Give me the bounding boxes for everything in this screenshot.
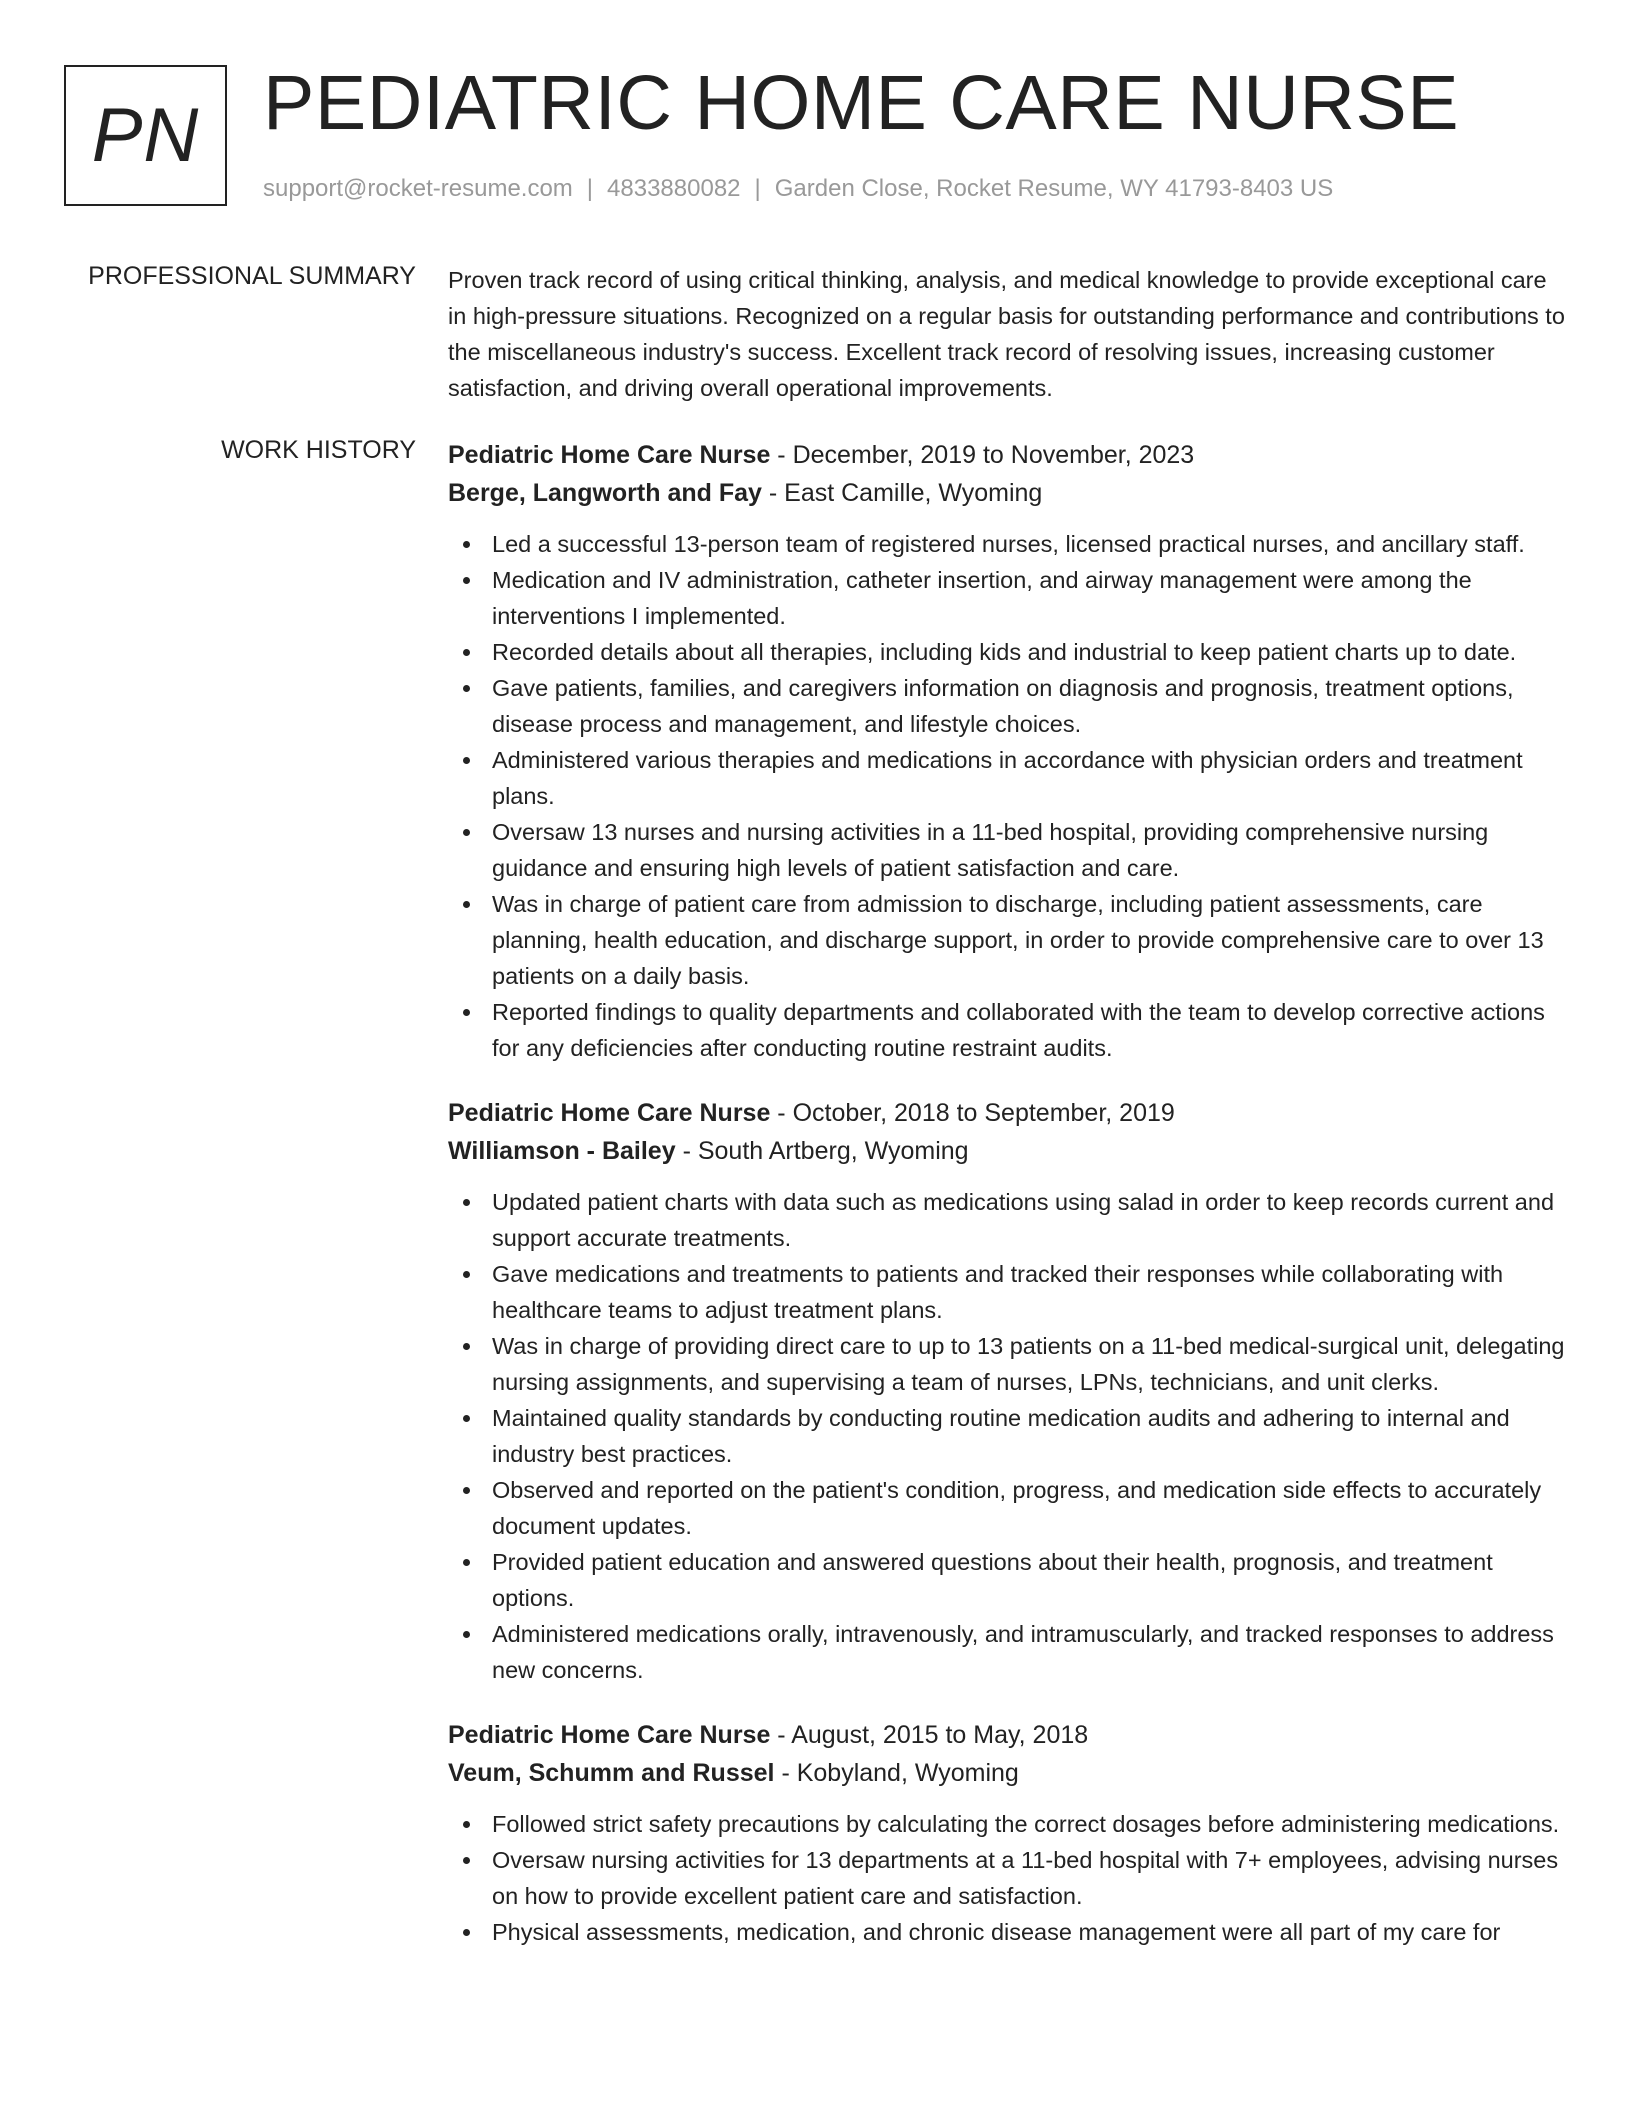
bullet-item: [448, 1256, 1568, 1328]
job-company-line: [448, 1754, 1568, 1792]
bullet-text: Oversaw nursing activities for 13 departments at a 11-bed hospital with 7+ employees, advising nurses on how to provide excellent patient care and satisfaction.: [492, 1847, 1559, 1909]
contact-email: support@rocket-resume.com: [263, 175, 573, 202]
bullet-dot-icon: [463, 1343, 470, 1350]
bullet-text: Observed and reported on the patient's condition, progress, and medication side effects to accurately document updates.: [492, 1477, 1542, 1539]
bullet-text: Reported findings to quality departments and collaborated with the team to develop corrective actions for any deficiencies after conducting routine restraint audits.: [492, 999, 1545, 1061]
bullet-dot-icon: [463, 1929, 470, 1936]
job-dates: - October, 2018 to September, 2019: [770, 1099, 1175, 1127]
bullet-text: Maintained quality standards by conducting routine medication audits and adhering to internal and industry best practices.: [492, 1405, 1510, 1467]
bullet-dot-icon: [463, 541, 470, 548]
bullet-text: Updated patient charts with data such as medications using salad in order to keep records current and support accurate treatments.: [492, 1189, 1555, 1251]
job-dates: - August, 2015 to May, 2018: [770, 1721, 1089, 1749]
resume-title: PEDIATRIC HOME CARE NURSE: [263, 60, 1460, 146]
summary-body: [448, 262, 1568, 406]
job-company: Veum, Schumm and Russel: [448, 1759, 775, 1787]
bullet-dot-icon: [463, 1631, 470, 1638]
bullet-text: Led a successful 13-person team of registered nurses, licensed practical nurses, and ancillary staff.: [492, 531, 1525, 557]
bullet-item: [448, 1544, 1568, 1616]
bullet-item: [448, 1616, 1568, 1688]
contact-line: [263, 175, 1333, 203]
bullet-item: [448, 634, 1568, 670]
bullet-item: [448, 670, 1568, 742]
bullet-dot-icon: [463, 685, 470, 692]
job-company: Berge, Langworth and Fay: [448, 479, 762, 507]
job-entry: [448, 436, 1568, 1066]
job-dates: - December, 2019 to November, 2023: [770, 441, 1195, 469]
bullet-dot-icon: [463, 1487, 470, 1494]
job-bullets: [448, 1806, 1568, 1950]
bullet-text: Medication and IV administration, catheter insertion, and airway management were among the interventions I implemented.: [492, 567, 1472, 629]
job-title: Pediatric Home Care Nurse: [448, 1721, 771, 1749]
resume-header: [64, 60, 1584, 210]
monogram-logo: PN: [64, 65, 227, 206]
bullet-dot-icon: [463, 901, 470, 908]
job-bullets: [448, 1184, 1568, 1688]
bullet-text: Physical assessments, medication, and chronic disease management were all part of my care for: [492, 1919, 1501, 1945]
bullet-item: [448, 1914, 1568, 1950]
bullet-item: [448, 886, 1568, 994]
bullet-item: [448, 742, 1568, 814]
bullet-item: [448, 1806, 1568, 1842]
bullet-dot-icon: [463, 1009, 470, 1016]
bullet-dot-icon: [463, 1559, 470, 1566]
bullet-item: [448, 1400, 1568, 1472]
job-company: Williamson - Bailey: [448, 1137, 676, 1165]
bullet-text: Gave medications and treatments to patients and tracked their responses while collaborating with healthcare teams to adjust treatment plans.: [492, 1261, 1504, 1323]
job-entry: [448, 1094, 1568, 1688]
bullet-item: [448, 814, 1568, 886]
job-title: Pediatric Home Care Nurse: [448, 1099, 771, 1127]
bullet-dot-icon: [463, 1415, 470, 1422]
bullet-text: Administered medications orally, intravenously, and intramuscularly, and tracked responses to address new concerns.: [492, 1621, 1554, 1683]
job-bullets: [448, 526, 1568, 1066]
job-location: - East Camille, Wyoming: [761, 479, 1043, 507]
contact-separator: |: [754, 175, 761, 202]
bullet-dot-icon: [463, 1271, 470, 1278]
bullet-dot-icon: [463, 757, 470, 764]
bullet-text: Followed strict safety precautions by calculating the correct dosages before administering medications.: [492, 1811, 1560, 1837]
bullet-dot-icon: [463, 1857, 470, 1864]
job-location: - South Artberg, Wyoming: [675, 1137, 969, 1165]
bullet-dot-icon: [463, 577, 470, 584]
work-history-body: [448, 436, 1568, 1978]
bullet-item: [448, 1842, 1568, 1914]
bullet-text: Administered various therapies and medications in accordance with physician orders and treatment plans.: [492, 747, 1523, 809]
contact-phone: 4833880082: [607, 175, 741, 202]
bullet-dot-icon: [463, 649, 470, 656]
contact-separator: |: [586, 175, 594, 202]
bullet-dot-icon: [463, 1821, 470, 1828]
bullet-item: [448, 994, 1568, 1066]
job-title-line: [448, 1716, 1568, 1754]
contact-address: Garden Close, Rocket Resume, WY 41793-8403 US: [774, 175, 1334, 202]
bullet-dot-icon: [463, 1199, 470, 1206]
bullet-text: Oversaw 13 nurses and nursing activities in a 11-bed hospital, providing comprehensive nursing guidance and ensuring high levels of patient satisfaction and care.: [492, 819, 1489, 881]
bullet-dot-icon: [463, 829, 470, 836]
job-title-line: [448, 436, 1568, 474]
bullet-item: [448, 526, 1568, 562]
bullet-text: Provided patient education and answered questions about their health, prognosis, and treatment options.: [492, 1549, 1493, 1611]
bullet-text: Gave patients, families, and caregivers information on diagnosis and prognosis, treatment options, disease process and management, and lifestyle choices.: [492, 675, 1514, 737]
job-entry: [448, 1716, 1568, 1950]
job-title-line: [448, 1094, 1568, 1132]
summary-heading: PROFESSIONAL SUMMARY: [88, 262, 416, 290]
bullet-item: [448, 562, 1568, 634]
summary-text: Proven track record of using critical thinking, analysis, and medical knowledge to provide exceptional care in high-pressure situations. Recognized on a regular basis for outstanding performance and contributions to the miscellaneous industry's success. Excellent track record of resolving issues, increasing customer satisfaction, and driving overall operational improvements.: [448, 267, 1565, 401]
job-title: Pediatric Home Care Nurse: [448, 441, 771, 469]
bullet-text: Was in charge of patient care from admission to discharge, including patient assessments, care planning, health education, and discharge support, in order to provide comprehensive care to over 13 patients on a daily basis.: [492, 891, 1544, 989]
bullet-text: Recorded details about all therapies, including kids and industrial to keep patient charts up to date.: [492, 639, 1517, 665]
bullet-item: [448, 1472, 1568, 1544]
job-company-line: [448, 474, 1568, 512]
job-location: - Kobyland, Wyoming: [774, 1759, 1019, 1787]
bullet-item: [448, 1328, 1568, 1400]
job-company-line: [448, 1132, 1568, 1170]
work-history-heading: WORK HISTORY: [221, 436, 416, 464]
bullet-text: Was in charge of providing direct care to up to 13 patients on a 11-bed medical-surgical unit, delegating nursing assignments, and supervising a team of nurses, LPNs, technicians, and unit clerks.: [492, 1333, 1565, 1395]
bullet-item: [448, 1184, 1568, 1256]
